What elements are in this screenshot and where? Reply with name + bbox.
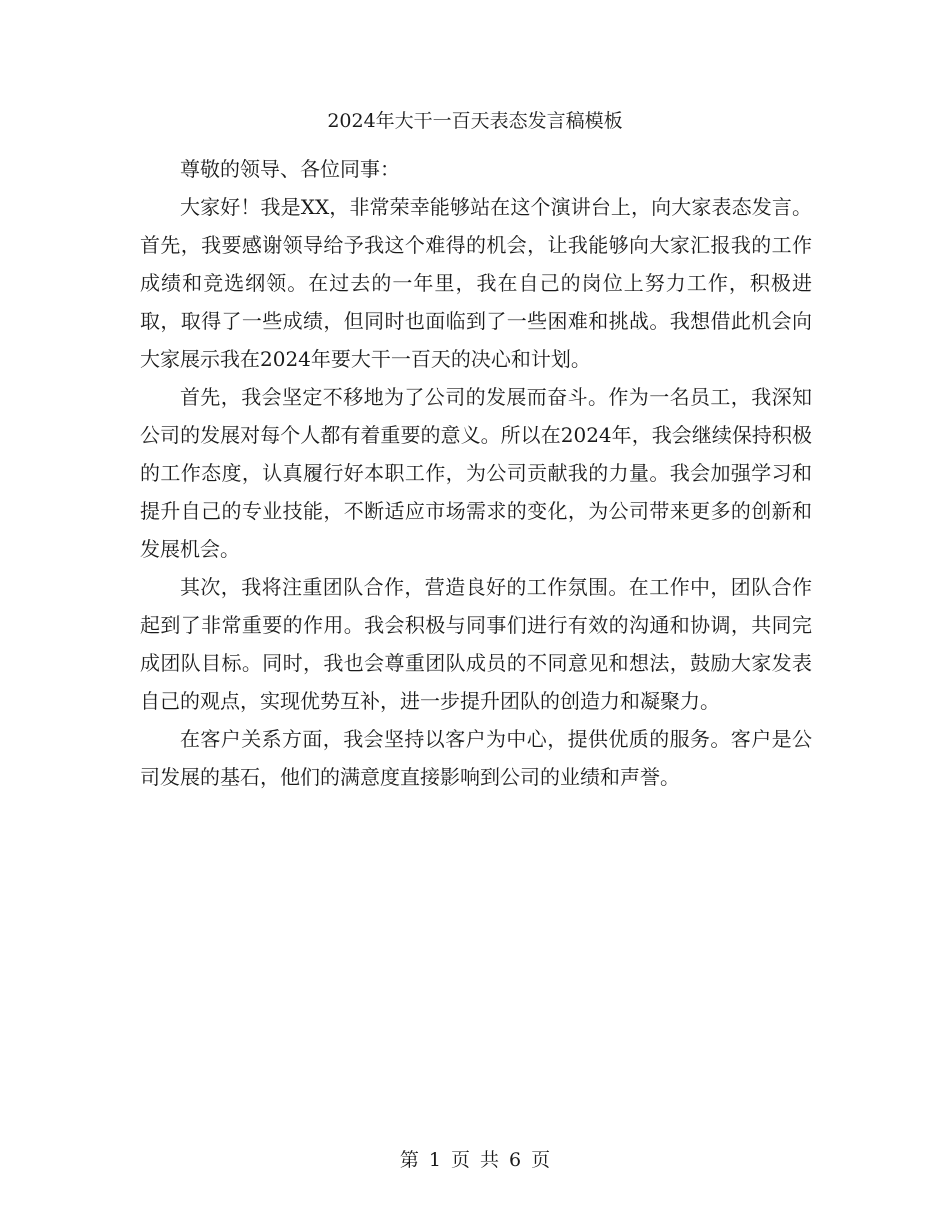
paragraph-1: 大家好！我是XX，非常荣幸能够站在这个演讲台上，向大家表态发言。首先，我要感谢领导给予我这个难得的机会，让我能够向大家汇报我的工作成绩和竞选纲领。在过去的一年里，我在自己的岗位上努力工作，积极进取，取得了一些成绩，但同时也面临到了一些困难和挑战。我想借此机会向大家展示我在2024年要大干一百天的决心和计划。 [140,195,812,371]
page-indicator: 第 1 页 共 6 页 [399,1149,551,1171]
document-title: 2024年大干一百天表态发言稿模板 [327,110,623,132]
paragraph-2: 首先，我会坚定不移地为了公司的发展而奋斗。作为一名员工，我深知公司的发展对每个人都有着重要的意义。所以在2024年，我会继续保持积极的工作态度，认真履行好本职工作，为公司贡献我的力量。我会加强学习和提升自己的专业技能，不断适应市场需求的变化，为公司带来更多的创新和发展机会。 [140,385,812,561]
document-body [140,150,812,796]
paragraph-3: 其次，我将注重团队合作，营造良好的工作氛围。在工作中，团队合作起到了非常重要的作用。我会积极与同事们进行有效的沟通和协调，共同完成团队目标。同时，我也会尊重团队成员的不同意见和想法，鼓励大家发表自己的观点，实现优势互补，进一步提升团队的创造力和凝聚力。 [140,575,812,713]
greeting: 尊敬的领导、各位同事： [180,157,400,181]
paragraph-4: 在客户关系方面，我会坚持以客户为中心，提供优质的服务。客户是公司发展的基石，他们的满意度直接影响到公司的业绩和声誉。 [140,727,812,789]
